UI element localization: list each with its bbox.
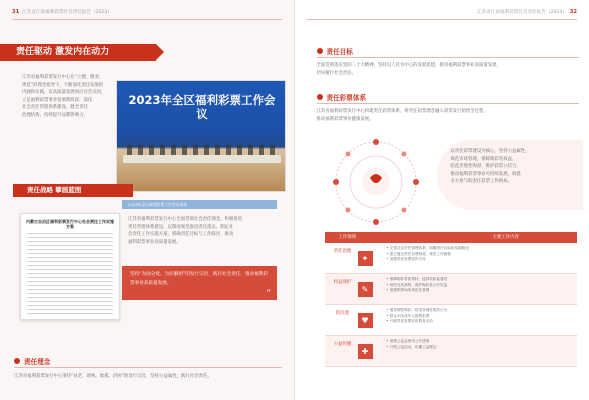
table-row: 责任治理 ✦ • 完善社会责任管理体系，明确责任目标和实施路径 • 建立健全责任彩票制度，规范工作流程 • 加强责任彩票宣传引导 <box>325 243 577 274</box>
quote-text: 坚持“为国分忧、为民解困”的发行宗旨，践行社会责任，推动福利彩票事业高质量发展。 <box>130 272 268 286</box>
right-running-head <box>477 9 577 15</box>
section-title-goal: 责任目标 <box>326 48 353 56</box>
table-row-label: 防沉迷 <box>335 311 350 316</box>
responsibility-circle-diagram <box>317 134 435 230</box>
goal-text: 全面贯彻落实党的二十大精神，坚持以人民为中心的发展思想，推进福利彩票事业高质量发展， 切实履行社会责任。 <box>316 63 501 76</box>
section-banner-strategy: 责任战略 擘画蓝图 <box>13 184 133 197</box>
intro-text: 江苏省福利彩票发行中心在“立德、敬业、 规范”的理念指导下，不断深化责任发展的 内涵和实践，以高质量发展回应社会关切， 立足福利彩票事业发展新阶段，深化 社会责任管理体系建设，健全责任 治理结构，持续提升品牌影响力。 <box>22 75 106 118</box>
concept-text: 江苏省福利彩票发行中心秉持“扶老、助残、救孤、济困”的发行宗旨，坚持公益属性，践行社会责任。 <box>14 374 212 379</box>
table-row: 公益传播 ✚ • 加强公益金使用公开透明 • 开展公益活动，传播公益理念 <box>325 336 577 367</box>
quote-box <box>122 266 277 300</box>
left-page-number: 31 <box>12 9 20 15</box>
document-thumbnail-lines <box>27 233 113 315</box>
left-running-head <box>12 9 112 15</box>
node-dot <box>401 152 406 157</box>
meeting-photo <box>116 80 286 192</box>
document-thumbnail <box>20 213 120 320</box>
section-dot-icon <box>14 358 20 364</box>
section-rule-system <box>317 103 579 104</box>
node-dot <box>373 219 379 225</box>
node-dot <box>413 179 419 185</box>
node-dot <box>401 208 406 213</box>
right-page-number: 32 <box>569 9 577 15</box>
right-running-head-text: 江苏省江南福利彩票社会责任报告（2023） <box>477 10 567 15</box>
table-row-label: 公益传播 <box>333 342 352 347</box>
pencil-icon: ✎ <box>358 282 373 297</box>
right-head-rule <box>307 19 577 20</box>
work-table <box>325 232 577 367</box>
section-rule-goal <box>317 57 579 58</box>
node-dot <box>373 139 379 145</box>
section-head-system <box>317 92 367 102</box>
left-head-rule <box>12 19 282 20</box>
node-dot <box>333 179 339 185</box>
table-header <box>325 232 577 243</box>
section-dot-icon <box>317 48 323 54</box>
governance-icon: ✦ <box>358 251 373 266</box>
section-rule-concept <box>14 367 282 368</box>
section-dot-icon <box>317 94 323 100</box>
section-title-concept: 责任理念 <box>24 358 51 366</box>
plus-icon: ✚ <box>358 344 373 359</box>
table-header-content: 主要工作内容 <box>492 235 519 240</box>
strategy-text: 江苏省福利彩票发行中心全面贯彻社会责任理念，积极推进 责任管理体系建设，以制度规范推进责任落实。制定社 会责任工作实施方案，明确责任目标与工作路径，推动 福利彩票事业高质量发展。 <box>128 217 243 245</box>
banner-arrow <box>156 44 164 60</box>
right-page <box>295 0 589 400</box>
left-running-head-text: 江苏省江南福利彩票社会责任报告（2023） <box>22 10 112 15</box>
quote-mark-icon: ” <box>266 289 271 299</box>
table-row-label: 权益保护 <box>333 280 352 285</box>
page-title-banner: 责任驱动 激发内在动力 <box>0 44 156 61</box>
photo-caption: 2023年全区福利彩票工作会议现场 <box>122 200 277 209</box>
table-row: 权益保护 ✎ • 保障购彩者知情权、选择权和监督权 • 规范兑奖流程，维护购彩者合法权益 • 加强销售场所规范化管理 <box>325 274 577 305</box>
system-text: 江苏省福利彩票发行中心构建责任彩票体系，将责任彩票理念融入彩票发行销售全过程， 推动福利彩票事业健康发展。 <box>316 109 488 122</box>
table-row-label: 责任治理 <box>333 249 352 254</box>
node-dot <box>345 152 350 157</box>
photo-title: 2023年全区福利彩票工作会议 <box>128 93 276 121</box>
heart-icon: ♥ <box>358 313 373 328</box>
section-title-system: 责任彩票体系 <box>326 94 367 102</box>
section-head-concept <box>14 356 50 366</box>
circle-side-text: 以责任彩票建设为核心，坚持公益属性， 规范市场管理，保障购彩者权益， 防范非理性购彩，维护彩票公信力， 推动福利彩票事业可持续发展，构建 多方参与的责任彩票工作格局。 <box>450 149 530 185</box>
table-row: 防沉迷 ♥ • 倡导理性购彩，防范非理性购彩行为 • 禁止向未成年人销售彩票 • 开展责任彩票宣传教育活动 <box>325 305 577 336</box>
photo-attendees <box>127 145 277 155</box>
section-head-goal <box>317 46 353 56</box>
node-dot <box>345 208 350 213</box>
photo-table <box>123 155 281 163</box>
table-header-area: 工作领域 <box>338 235 357 240</box>
document-thumbnail-title: 内蒙古自治区福利彩票发行中心社会责任工作实施方案 <box>26 219 114 229</box>
